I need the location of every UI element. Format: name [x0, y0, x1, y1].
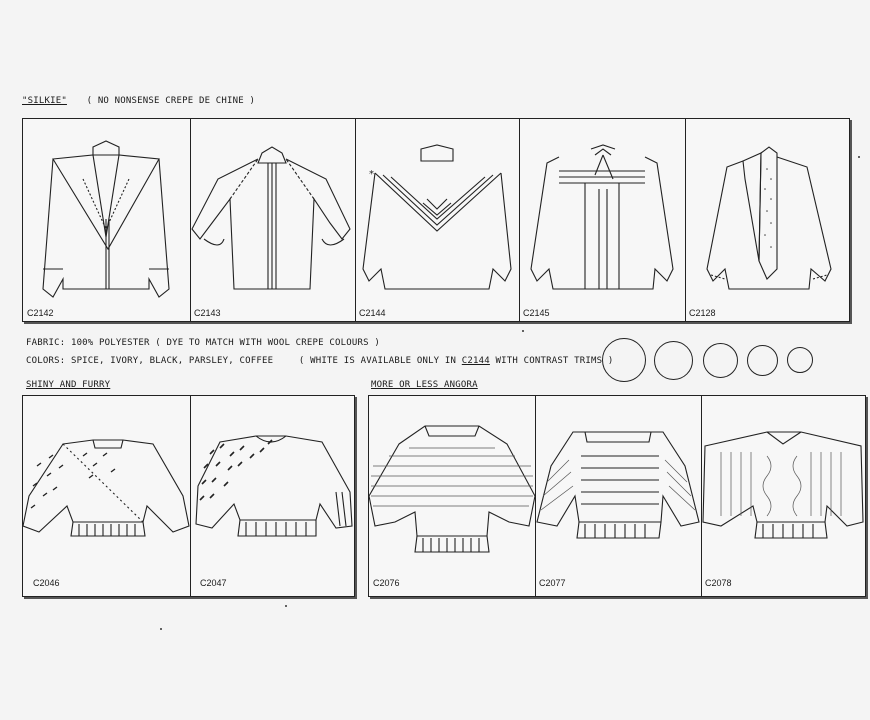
color-swatch-1 — [602, 338, 646, 382]
sweater-wide-stripe-sketch-icon — [535, 396, 701, 596]
angora-cell-1 — [369, 396, 536, 596]
shiny-cell-1 — [23, 396, 191, 596]
svg-text:*: * — [369, 169, 374, 180]
white-note-suffix: WITH CONTRAST TRIMS ) — [495, 356, 614, 366]
silkie-code-5: C2128 — [689, 308, 716, 318]
blouse-yoke-sketch-icon — [23, 119, 190, 321]
scan-speck — [858, 156, 860, 158]
shiny-code-2: C2047 — [200, 578, 227, 588]
scan-speck — [522, 330, 524, 332]
sweater-cable-knit-sketch-icon — [701, 396, 865, 596]
silkie-cell-3 — [355, 119, 520, 321]
blouse-raglan-sketch-icon — [190, 119, 355, 321]
white-note-code: C2144 — [461, 356, 490, 366]
angora-frame — [368, 395, 866, 597]
sweater-diagonal-print-sketch-icon — [23, 396, 190, 596]
silkie-code-1: C2142 — [27, 308, 54, 318]
silkie-code-4: C2145 — [523, 308, 550, 318]
silkie-frame — [22, 118, 850, 322]
angora-code-3: C2078 — [705, 578, 732, 588]
shiny-cell-2 — [190, 396, 354, 596]
shiny-label: SHINY AND FURRY — [26, 380, 111, 390]
silkie-label: "SILKIE" — [22, 96, 67, 106]
angora-code-1: C2076 — [373, 578, 400, 588]
silkie-code-2: C2143 — [194, 308, 221, 318]
colors-line: COLORS: SPICE, IVORY, BLACK, PARSLEY, COFFEE — [26, 356, 274, 366]
color-swatch-2 — [654, 341, 693, 380]
blouse-bow-tie-sketch-icon — [519, 119, 685, 321]
scan-speck — [160, 628, 162, 630]
white-note-prefix: ( WHITE IS AVAILABLE ONLY IN — [298, 356, 457, 366]
angora-label: MORE OR LESS ANGORA — [371, 380, 478, 390]
silkie-cell-4 — [519, 119, 686, 321]
color-swatch-3 — [703, 343, 738, 378]
sweater-striped-sketch-icon — [369, 396, 535, 596]
scan-speck — [285, 605, 287, 607]
silkie-cell-2 — [190, 119, 356, 321]
sweater-sleeve-print-sketch-icon — [190, 396, 354, 596]
angora-cell-2 — [535, 396, 702, 596]
shiny-code-1: C2046 — [33, 578, 60, 588]
shiny-frame — [22, 395, 355, 597]
silkie-cell-5 — [685, 119, 849, 321]
silkie-cell-1 — [23, 119, 191, 321]
silkie-code-3: C2144 — [359, 308, 386, 318]
colors-row — [26, 356, 614, 366]
fabric-line: FABRIC: 100% POLYESTER ( DYE TO MATCH WITH WOOL CREPE COLOURS ) — [26, 338, 380, 348]
color-swatch-5 — [787, 347, 813, 373]
blouse-sailor-collar-sketch-icon — [355, 119, 519, 321]
blouse-lapel-sketch-icon — [685, 119, 849, 321]
color-swatch-4 — [747, 345, 778, 376]
angora-code-2: C2077 — [539, 578, 566, 588]
angora-cell-3 — [701, 396, 865, 596]
silkie-subtitle: ( NO NONSENSE CREPE DE CHINE ) — [86, 96, 256, 106]
silkie-header — [22, 96, 255, 106]
